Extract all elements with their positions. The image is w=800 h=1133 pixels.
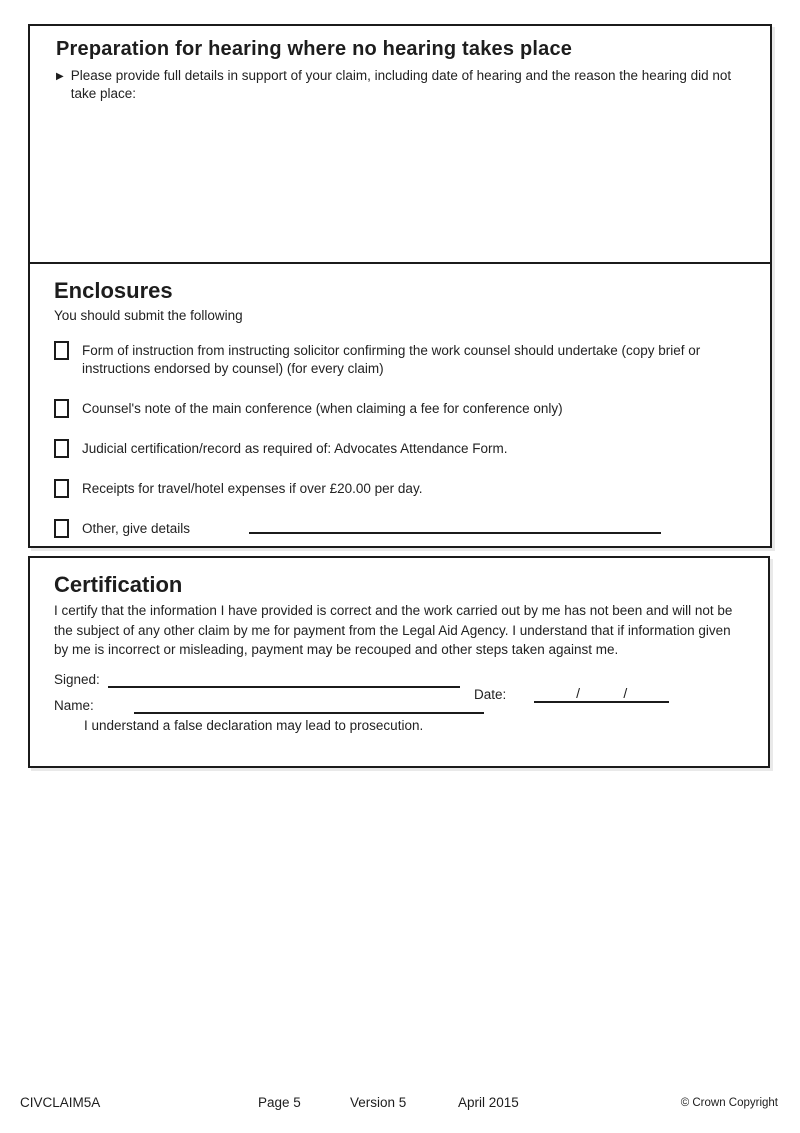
enclosure-item [54, 399, 746, 418]
date-line[interactable] [534, 686, 669, 703]
enclosure-item [54, 479, 746, 498]
declaration-text: I understand a false declaration may lead to prosecution. [84, 717, 424, 733]
preparation-instruction-row [56, 67, 736, 103]
enclosure-item-label: Other, give details [82, 521, 191, 536]
certification-title: Certification [54, 572, 183, 597]
date-row [474, 686, 669, 703]
enclosure-item-label: Judicial certification/record as required of: Advocates Attendance Form. [82, 441, 508, 456]
signed-row [54, 671, 744, 688]
preparation-section [30, 26, 770, 262]
certification-section [30, 558, 768, 766]
other-details-line[interactable] [249, 519, 661, 534]
preparation-instruction: Please provide full details in support of your claim, including date of hearing and the reason the hearing did not take place: [70, 68, 732, 101]
certification-box [28, 556, 770, 768]
enclosure-item-other [54, 519, 746, 538]
enclosure-checkbox[interactable] [54, 399, 69, 418]
enclosure-item [54, 341, 746, 378]
enclosure-checkbox[interactable] [54, 479, 69, 498]
enclosure-item [54, 439, 746, 458]
bullet-arrow-icon: ▶ [56, 71, 64, 82]
preparation-title: Preparation for hearing where no hearing takes place [56, 38, 573, 60]
certification-body: I certify that the information I have provided is correct and the work carried out by me has not been and will not be the subject of any other claim by me for payment from the Legal Aid Agency. I understand that if information given by me is incorrect or misleading, payment may be recouped and other steps taken against me. [54, 603, 733, 657]
main-form-box [28, 24, 772, 548]
page-footer [0, 1095, 800, 1115]
footer-version: Version 5 [350, 1095, 407, 1110]
enclosure-checkbox[interactable] [54, 439, 69, 458]
enclosures-section [30, 262, 770, 546]
name-label: Name: [54, 697, 94, 713]
preparation-details-area[interactable] [56, 103, 744, 233]
footer-date: April 2015 [458, 1095, 519, 1110]
signature-line[interactable] [108, 675, 460, 688]
enclosures-title: Enclosures [54, 278, 173, 303]
footer-copyright: © Crown Copyright [680, 1097, 778, 1109]
enclosure-item-label: Form of instruction from instructing solicitor confirming the work counsel should undertake (copy brief or instructions endorsed by counsel) (for every claim) [82, 343, 701, 376]
date-slash-icon: / [576, 685, 581, 701]
enclosure-checkbox[interactable] [54, 341, 69, 360]
date-slash-icon: / [623, 685, 628, 701]
signed-label: Signed: [54, 671, 100, 687]
date-label: Date: [474, 687, 507, 702]
enclosure-checkbox[interactable] [54, 519, 69, 538]
enclosure-item-label: Counsel's note of the main conference (when claiming a fee for conference only) [82, 401, 563, 416]
enclosures-subtitle: You should submit the following [54, 308, 243, 323]
name-line[interactable] [134, 701, 484, 714]
footer-page-number: Page 5 [258, 1095, 301, 1110]
enclosure-item-label: Receipts for travel/hotel expenses if over £20.00 per day. [82, 481, 423, 496]
footer-form-id: CIVCLAIM5A [20, 1095, 101, 1110]
